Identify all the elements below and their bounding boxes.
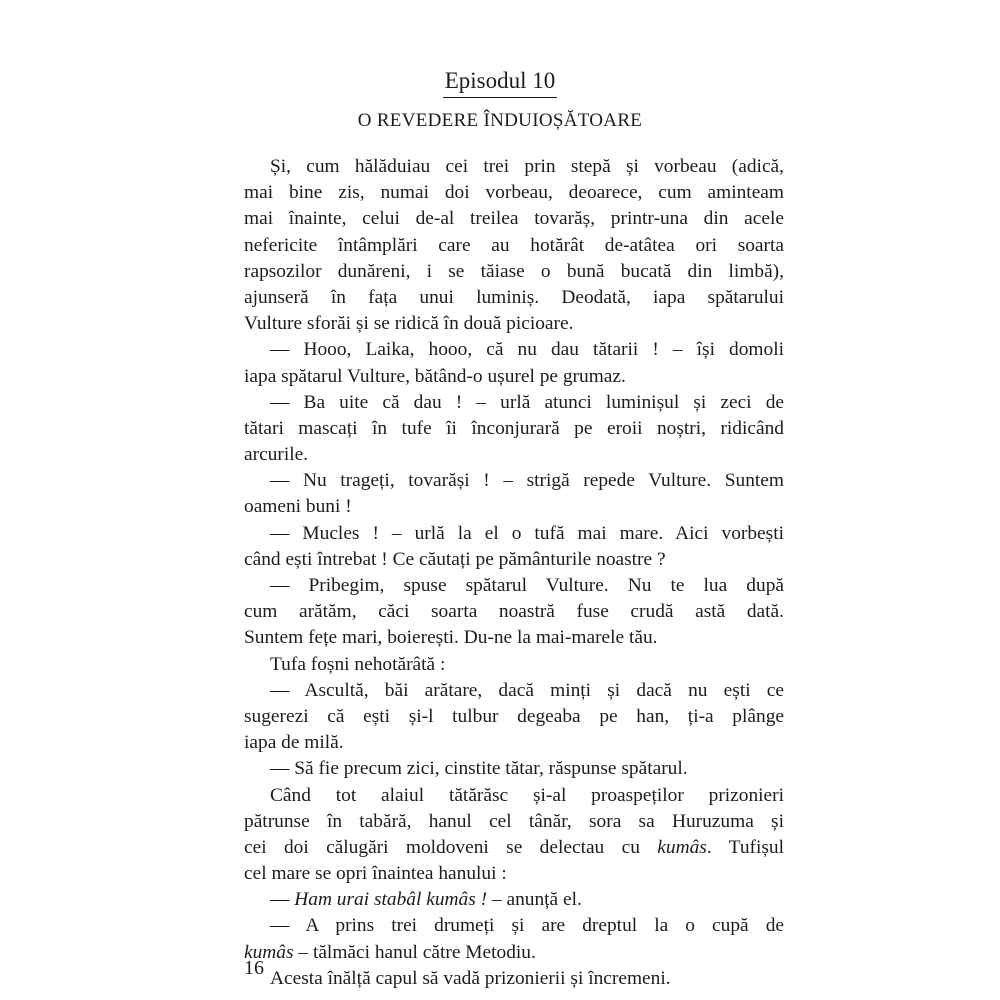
text-line: cum arătăm, căci soarta noastră fuse crudă astă dată. [244,601,784,623]
text-line: Și, cum hălăduiau cei trei prin stepă și vorbeau (adică, [270,156,784,177]
text-line: nefericite întâmplări care au hotărât de-atâtea ori soarta [244,234,784,256]
text-line: — Nu trageți, tovarăși ! – strigă repede Vulture. Suntem [270,470,784,492]
text-line: arcurile. [244,444,309,466]
chapter-title: O REVEDERE ÎNDUIOȘĂTOARE [357,110,643,131]
text-line: cel mare se opri înaintea hanului : [244,863,507,885]
text-line: Acesta înălță capul să vadă prizonierii și încremeni. [270,967,671,989]
page-number: 16 [244,957,264,979]
text-line: — Pribegim, spuse spătarul Vulture. Nu te lua după [270,575,784,596]
episode-label: Episodul 10 [443,66,558,98]
text-line: iapa spătarul Vulture, bătând-o ușurel pe grumaz. [244,365,626,387]
text-line: când ești întrebat ! Ce căutați pe pământurile noastre ? [244,548,666,570]
text-line: — Să fie precum zici, cinstite tătar, răspunse spătarul. [270,758,688,780]
text-line: Suntem fețe mari, boierești. Du-ne la mai-marele tău. [244,627,658,649]
text-line: pătrunse în tabără, hanul cel tânăr, sora sa Huruzuma și [244,810,784,832]
text-line: rapsozilor dunăreni, i se tăiase o bună bucată din limbă), [244,260,784,282]
text-line: kumâs – tălmăci hanul către Metodiu. [244,941,536,963]
text-line: Tufa foșni nehotărâtă : [270,653,446,675]
text-line: mai înainte, celui de-al treilea tovarăș, printr-una din acele [244,208,784,230]
text-line: mai bine zis, numai doi vorbeau, deoarece, cum aminteam [244,182,784,204]
text-line: oameni buni ! [244,496,352,518]
text-line: — Ascultă, băi arătare, dacă minți și dacă nu ești ce [270,679,784,701]
text-line: sugerezi că ești și-l tulbur degeaba pe han, ți-a plânge [244,705,784,727]
text-line: ajunseră în fața unui luminiș. Deodată, iapa spătarului [244,286,784,308]
text-line: Când tot alaiul tătărăsc și-al proaspeților prizonieri [270,784,784,806]
text-line: Vulture sforăi și se ridică în două picioare. [244,313,574,335]
text-line: — A prins trei drumeți și are dreptul la o cupă de [270,915,784,937]
text-line: cei doi călugări moldoveni se delectau cu kumâs. Tufișul [244,836,784,858]
text-line: — Ba uite că dau ! – urlă atunci luminișul și zeci de [270,391,784,413]
text-line: tătari mascați în tufe îi înconjurară pe eroii noștri, ridicând [244,417,784,439]
text-line: — Hooo, Laika, hooo, că nu dau tătarii ! – își domoli [270,339,784,361]
episode-heading [0,66,1000,98]
text-line: iapa de milă. [244,732,344,754]
body-text [244,154,784,992]
text-line: — Mucles ! – urlă la el o tufă mai mare. Aici vorbești [270,522,784,544]
text-line: — Ham urai stabâl kumâs ! – anunță el. [270,889,582,911]
